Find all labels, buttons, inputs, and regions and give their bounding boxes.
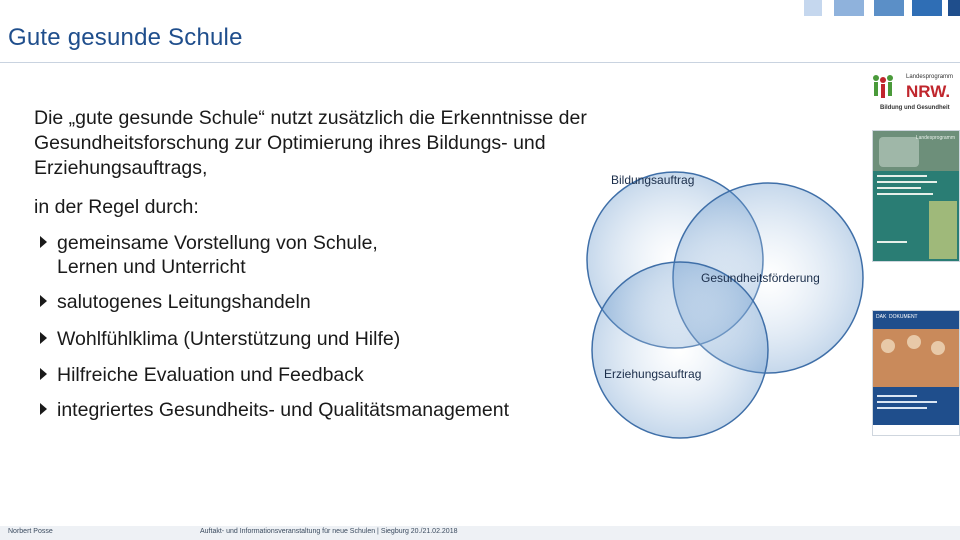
bullet-text: Hilfreiche Evaluation und Feedback <box>57 364 364 386</box>
venn-label-gesundheitsfoerderung: Gesundheitsförderung <box>701 271 820 285</box>
logo-line2: Bildung und Gesundheit <box>880 105 950 111</box>
bullet-arrow-icon <box>40 368 47 380</box>
slide-title: Gute gesunde Schule <box>8 24 243 51</box>
bullet-item <box>40 328 400 351</box>
bullet-item <box>40 399 509 422</box>
brochure-1-header: Landesprogramm <box>915 135 955 141</box>
footer-bar <box>0 526 960 540</box>
bullet-item <box>40 232 378 279</box>
bullet-text: salutogenes Leitungshandeln <box>57 291 311 313</box>
bullet-arrow-icon <box>40 403 47 415</box>
brochure-2-badge: DAK <box>876 314 887 320</box>
bullet-arrow-icon <box>40 295 47 307</box>
venn-diagram <box>540 160 880 460</box>
bullet-text-continued: Lernen und Unterricht <box>57 256 246 278</box>
logo-word: NRW. <box>906 82 951 101</box>
bullet-arrow-icon <box>40 332 47 344</box>
bullet-item <box>40 364 364 387</box>
venn-label-erziehungsauftrag: Erziehungsauftrag <box>604 367 702 381</box>
footer-event: Auftakt- und Informationsveranstaltung für neue Schulen | Siegburg 20./21.02.2018 <box>200 528 458 535</box>
intro-text: Die „gute gesunde Schule“ nutzt zusätzlich die Erkenntnisse der Gesundheitsforschung zur Optimierung ihres Bildungs- und Erziehungsauftrags, <box>34 107 587 179</box>
sub-heading: in der Regel durch: <box>34 196 199 218</box>
nrw-logo <box>872 72 960 116</box>
brochure-2-header: DOKUMENT <box>889 314 918 320</box>
venn-circle-erziehung <box>592 262 768 438</box>
venn-label-bildungsauftrag: Bildungsauftrag <box>611 173 695 187</box>
bullet-text: integriertes Gesundheits- und Qualitätsmanagement <box>57 399 510 421</box>
bullet-arrow-icon <box>40 236 47 248</box>
brochure-thumbnail-1 <box>872 130 960 262</box>
bullet-item <box>40 291 311 314</box>
bullet-text: gemeinsame Vorstellung von Schule, <box>57 232 378 254</box>
footer-author: Norbert Posse <box>8 528 53 535</box>
brochure-thumbnail-2 <box>872 310 960 436</box>
bullet-text: Wohlfühlklima (Unterstützung und Hilfe) <box>57 328 401 350</box>
logo-line1: Landesprogramm <box>906 74 954 80</box>
